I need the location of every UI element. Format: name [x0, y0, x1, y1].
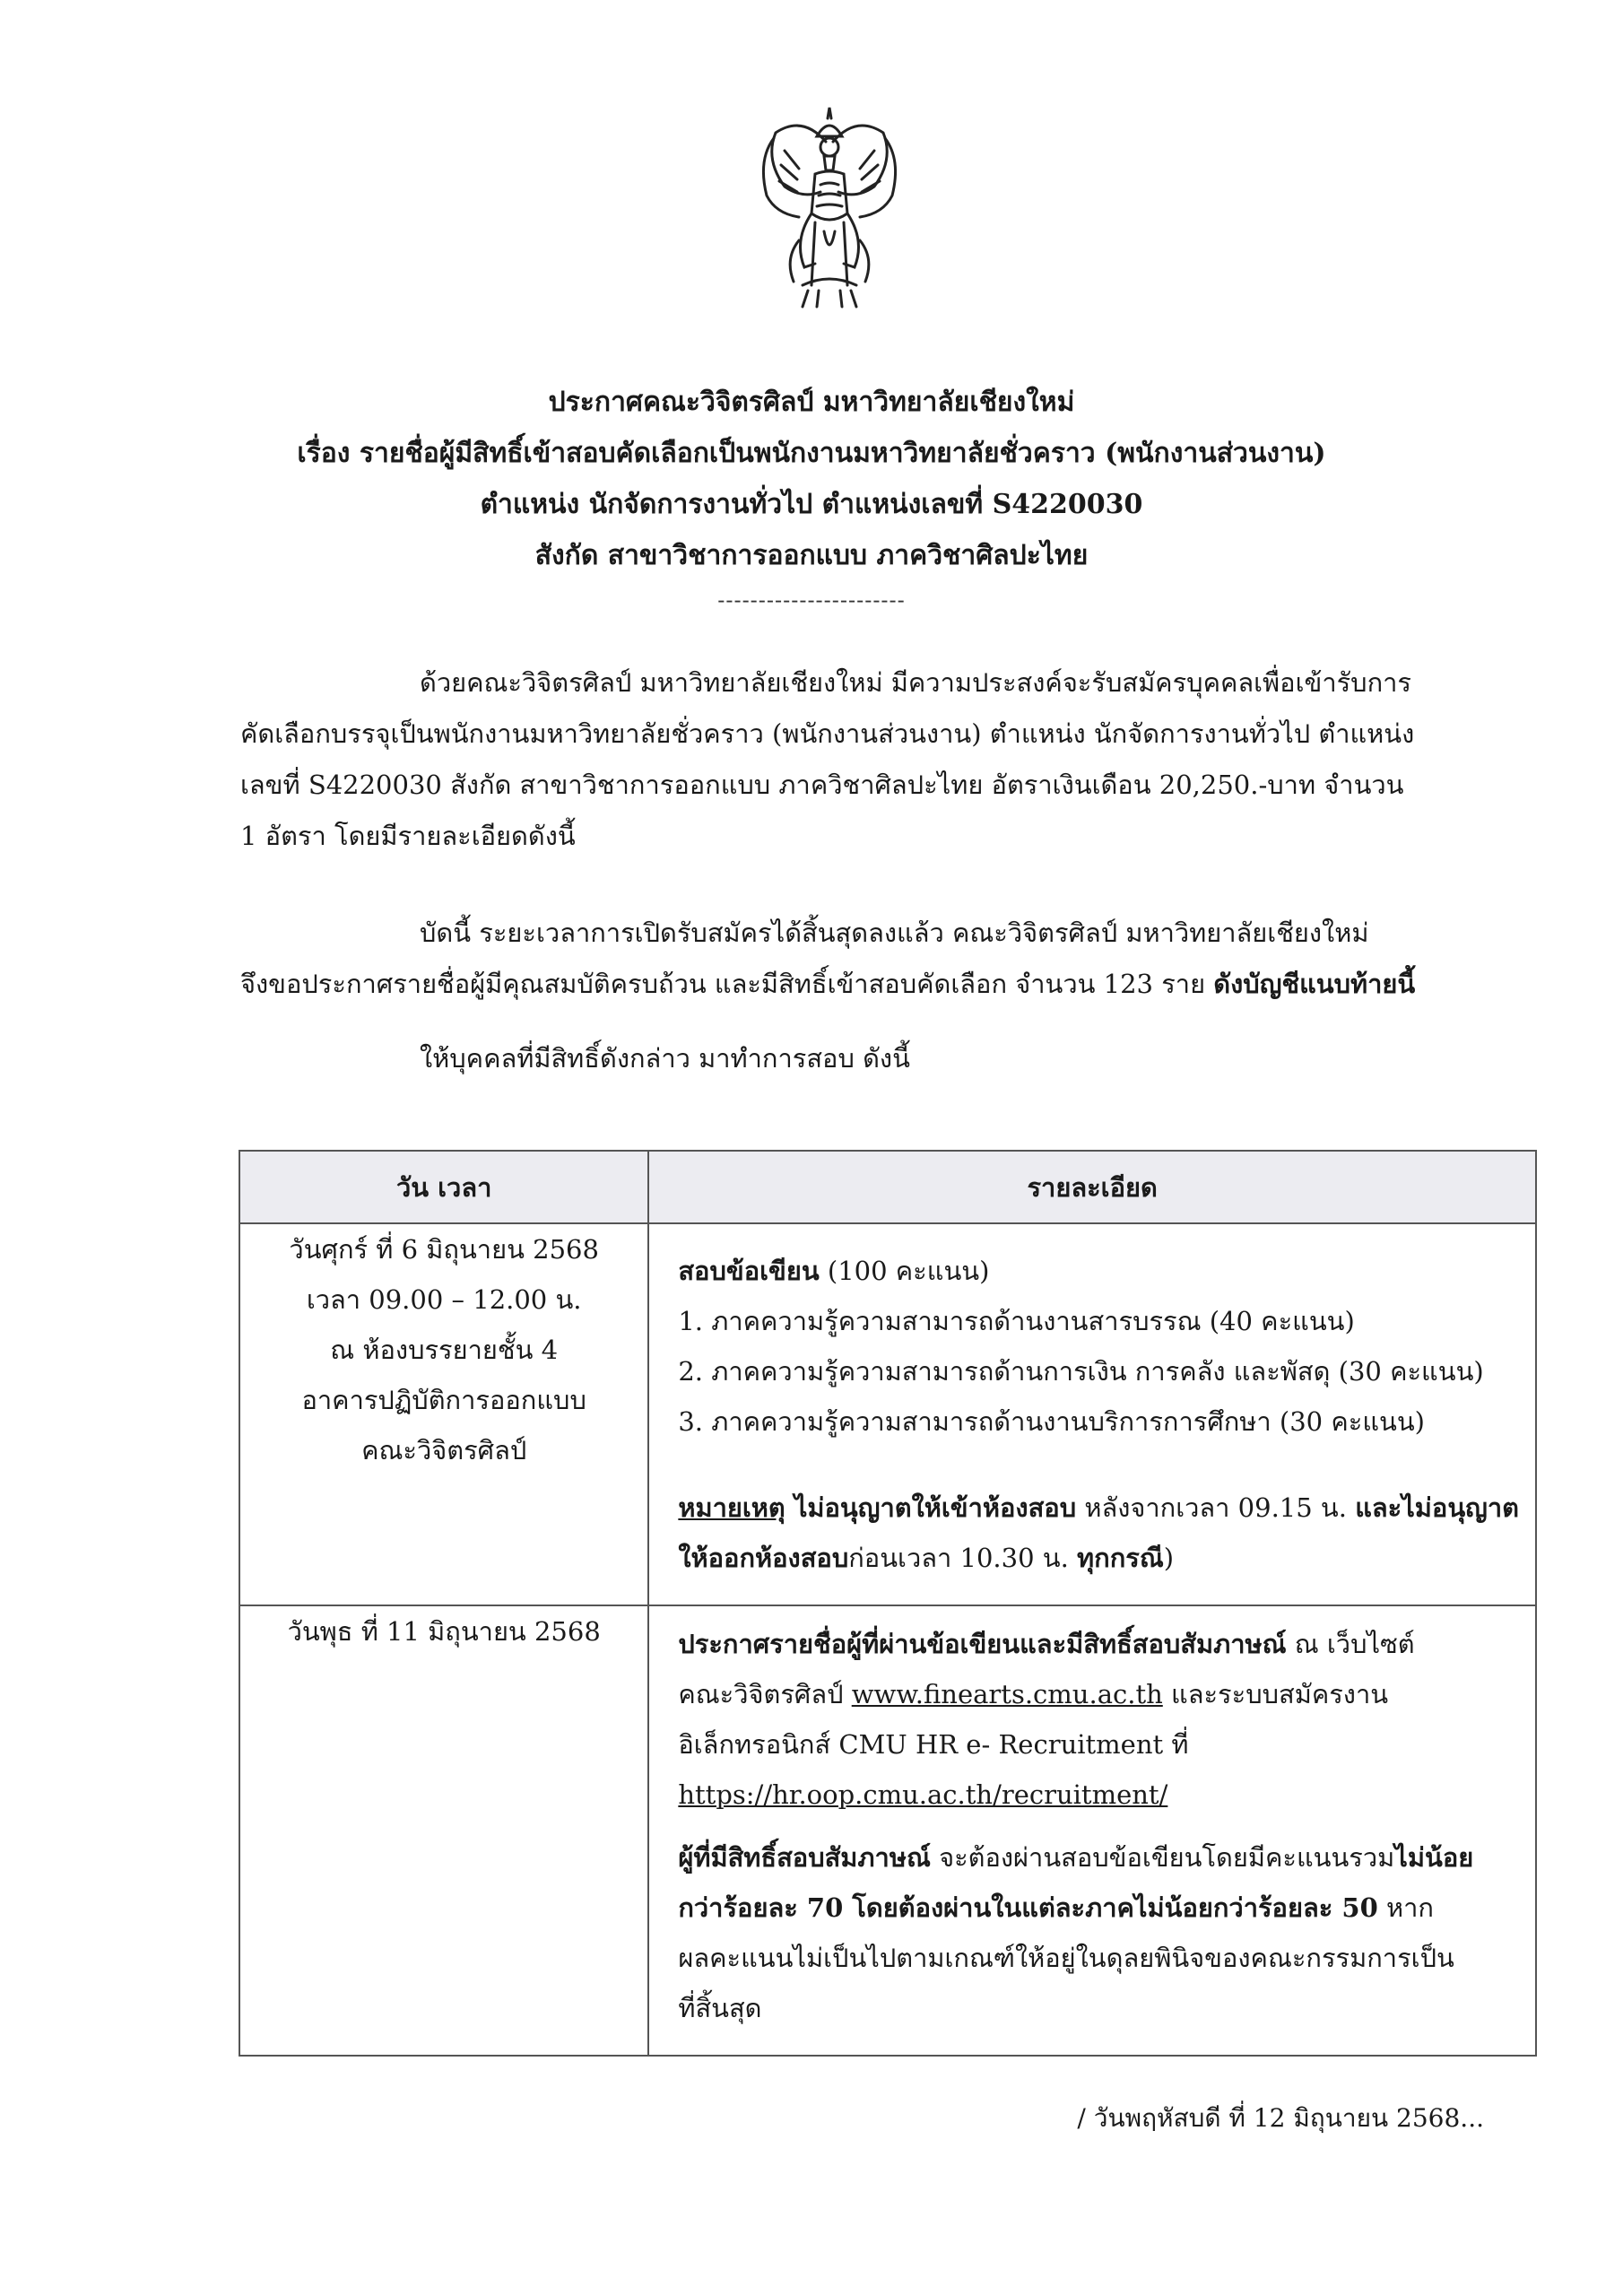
paragraph-2-emphasis: ดังบัญชีแนบท้ายนี้	[1213, 969, 1416, 999]
exam-item: 2. ภาคความรู้ความสามารถด้านการเงิน การคลัง และพัสดุ (30 คะแนน)	[678, 1356, 1484, 1387]
note-text: หลังจากเวลา 09.15 น.	[1076, 1492, 1356, 1523]
spacer	[678, 1820, 1519, 1832]
date-line: คณะวิจิตรศิลป์	[361, 1435, 527, 1465]
criteria-bold: ไม่น้อย	[1394, 1842, 1474, 1873]
announcement-header	[233, 377, 1390, 613]
exam-item: 3. ภาคความรู้ความสามารถด้านงานบริการการศึกษา (30 คะแนน)	[678, 1406, 1425, 1437]
exam-schedule-table	[239, 1150, 1537, 2057]
exam-detail-cell	[648, 1223, 1536, 1605]
criteria-bold: ผู้ที่มีสิทธิ์สอบสัมภาษณ์	[678, 1842, 931, 1873]
website-link[interactable]: www.finearts.cmu.ac.th	[851, 1679, 1163, 1709]
announce-line-2	[678, 1669, 1519, 1719]
criteria-bold: กว่าร้อยละ 70 โดยต้องผ่านในแต่ละภาคไม่น้อยกว่าร้อยละ 50	[678, 1892, 1378, 1923]
criteria-line-2	[678, 1883, 1519, 1933]
exam-title-bold: สอบข้อเขียน	[678, 1256, 820, 1286]
table-row	[239, 1605, 1536, 2056]
date-line: เวลา 09.00 – 12.00 น.	[306, 1284, 582, 1315]
exam-title	[678, 1246, 1519, 1296]
date-line: วันศุกร์ ที่ 6 มิถุนายน 2568	[289, 1234, 599, 1265]
paragraph-1-line-3: เลขที่ S4220030 สังกัด สาขาวิชาการออกแบบ ภาควิชาศิลปะไทย อัตราเงินเดือน 20,250.-บาท จำนวน	[240, 770, 1404, 800]
paragraph-3	[240, 1033, 1487, 1084]
criteria-text: จะต้องผ่านสอบข้อเขียนโดยมีคะแนนรวม	[930, 1842, 1395, 1873]
announce-text: ณ เว็บไซต์	[1286, 1629, 1415, 1659]
criteria-line-1	[678, 1832, 1519, 1883]
paragraph-1-line-2: คัดเลือกบรรจุเป็นพนักงานมหาวิทยาลัยชั่วคราว (พนักงานส่วนงาน) ตำแหน่ง นักจัดการงานทั่วไป ตำแหน่ง	[240, 718, 1415, 749]
header-line-1: ประกาศคณะวิจิตรศิลป์ มหาวิทยาลัยเชียงใหม่	[548, 387, 1075, 418]
header-rule: -----------------------	[717, 587, 906, 613]
announcement-date-cell: วันพุธ ที่ 11 มิถุนายน 2568	[239, 1605, 648, 2056]
header-line-3: ตำแหน่ง นักจัดการงานทั่วไป ตำแหน่งเลขที่ S4220030	[480, 489, 1143, 520]
note-bold: ให้ออกห้องสอบ	[678, 1543, 849, 1573]
criteria-text: หาก	[1377, 1892, 1434, 1923]
date-line: อาคารปฏิบัติการออกแบบ	[301, 1385, 586, 1415]
announce-text: คณะวิจิตรศิลป์	[678, 1679, 852, 1709]
note-text: ก่อนเวลา 10.30 น.	[848, 1543, 1078, 1573]
criteria-line-4: ที่สิ้นสุด	[678, 1993, 762, 2023]
note-bold: และไม่อนุญาต	[1355, 1492, 1519, 1523]
note-text: )	[1163, 1543, 1175, 1573]
note-label: หมายเหตุ	[678, 1492, 785, 1523]
column-header-date: วัน เวลา	[239, 1151, 648, 1223]
header-line-2: เรื่อง รายชื่อผู้มีสิทธิ์เข้าสอบคัดเลือกเป็นพนักงานมหาวิทยาลัยชั่วคราว (พนักงานส่วนงาน)	[297, 438, 1326, 469]
garuda-emblem-icon	[749, 106, 910, 312]
header-line-4: สังกัด สาขาวิชาการออกแบบ ภาควิชาศิลปะไทย	[534, 540, 1089, 571]
table-header-row	[239, 1151, 1536, 1223]
exam-date-cell	[239, 1223, 648, 1605]
note-bold: ทุกกรณี	[1077, 1543, 1164, 1573]
paragraph-1	[240, 657, 1487, 862]
paragraph-2-line-2	[240, 959, 1487, 1010]
paragraph-2-line-1: บัดนี้ ระยะเวลาการเปิดรับสมัครได้สิ้นสุดลงแล้ว คณะวิจิตรศิลป์ มหาวิทยาลัยเชียงใหม่	[420, 918, 1369, 948]
exam-item: 1. ภาคความรู้ความสามารถด้านงานสารบรรณ (40 คะแนน)	[678, 1306, 1355, 1336]
spacer	[678, 1447, 1519, 1483]
date-line: ณ ห้องบรรยายชั้น 4	[330, 1335, 559, 1365]
recruitment-link[interactable]: https://hr.oop.cmu.ac.th/recruitment/	[678, 1779, 1168, 1810]
criteria-line-3: ผลคะแนนไม่เป็นไปตามเกณฑ์ให้อยู่ในดุลยพินิจของคณะกรรมการเป็น	[678, 1943, 1454, 1973]
paragraph-1-line-1: ด้วยคณะวิจิตรศิลป์ มหาวิทยาลัยเชียงใหม่ มีความประสงค์จะรับสมัครบุคคลเพื่อเข้ารับการ	[420, 667, 1412, 698]
announce-line-1	[678, 1619, 1519, 1669]
announce-line-3: อิเล็กทรอนิกส์ CMU HR e- Recruitment ที่	[678, 1729, 1189, 1760]
exam-note-line-2	[678, 1533, 1519, 1583]
page-continuation: / วันพฤหัสบดี ที่ 12 มิถุนายน 2568...	[1077, 2103, 1484, 2133]
announce-text: และระบบสมัครงาน	[1162, 1679, 1389, 1709]
exam-note-line-1	[678, 1483, 1519, 1533]
table-row	[239, 1223, 1536, 1605]
paragraph-1-line-4: 1 อัตรา โดยมีรายละเอียดดังนี้	[240, 821, 576, 851]
note-bold: ไม่อนุญาตให้เข้าห้องสอบ	[785, 1492, 1077, 1523]
paragraph-3-line: ให้บุคคลที่มีสิทธิ์ดังกล่าว มาทำการสอบ ดังนี้	[420, 1043, 910, 1074]
paragraph-2	[240, 908, 1487, 1010]
exam-title-score: (100 คะแนน)	[819, 1256, 990, 1286]
announce-bold: ประกาศรายชื่อผู้ที่ผ่านข้อเขียนและมีสิทธิ์สอบสัมภาษณ์	[678, 1629, 1287, 1659]
paragraph-2-text: จึงขอประกาศรายชื่อผู้มีคุณสมบัติครบถ้วน และมีสิทธิ์เข้าสอบคัดเลือก จำนวน 123 ราย	[240, 969, 1214, 999]
column-header-detail: รายละเอียด	[648, 1151, 1536, 1223]
announcement-detail-cell	[648, 1605, 1536, 2056]
